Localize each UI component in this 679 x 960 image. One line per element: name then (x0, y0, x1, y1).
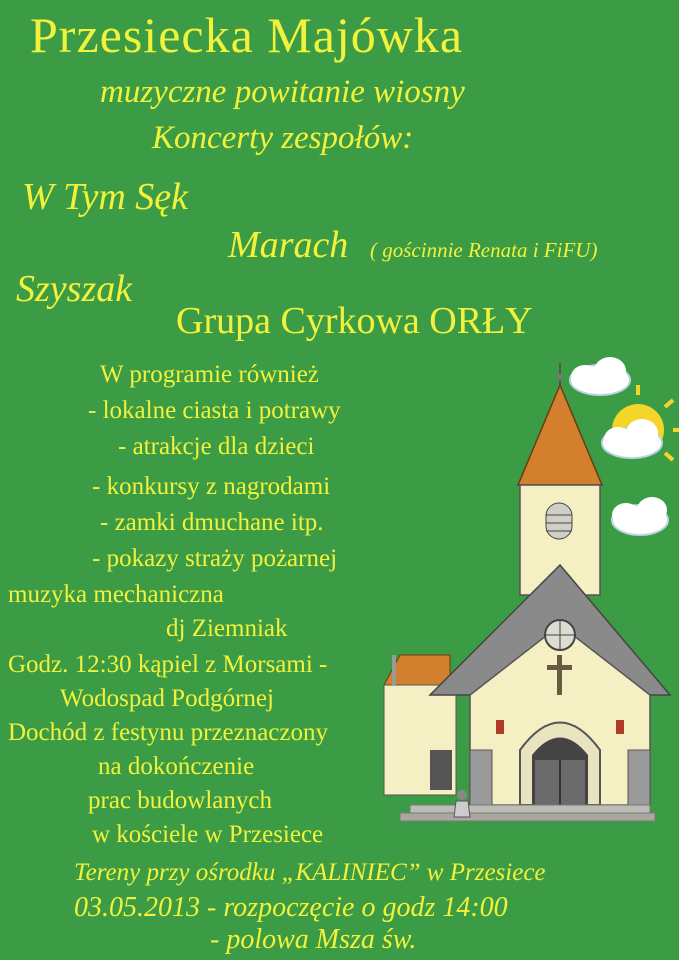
poster-subtitle: muzyczne powitanie wiosny (100, 74, 465, 110)
info-line: Godz. 12:30 kąpiel z Morsami - (8, 651, 328, 678)
church-illustration (370, 355, 679, 830)
program-item: - atrakcje dla dzieci (118, 433, 315, 460)
info-line: Dochód z festynu przeznaczony (8, 719, 328, 746)
cloud-icon (612, 497, 668, 535)
info-line: na dokończenie (98, 753, 255, 780)
program-item: - konkursy z nagrodami (92, 473, 331, 500)
info-line: w kościele w Przesiece (92, 821, 324, 848)
location-line: Tereny przy ośrodku „KALINIEC” w Przesiece (74, 859, 546, 886)
program-item: - zamki dmuchane itp. (100, 509, 324, 536)
info-line: prac budowlanych (88, 787, 272, 814)
program-heading: W programie również (100, 361, 319, 388)
band-name: Grupa Cyrkowa ORŁY (176, 300, 533, 342)
concerts-heading: Koncerty zespołów: (152, 120, 414, 156)
band-name: Szyszak (16, 268, 133, 310)
info-line: Wodospad Podgórnej (60, 685, 274, 712)
program-item: - pokazy straży pożarnej (92, 545, 338, 572)
band-name: W Tym Sęk (22, 176, 189, 218)
band-name: Marach (228, 224, 349, 266)
date-line: 03.05.2013 - rozpoczęcie o godz 14:00 (74, 892, 508, 923)
program-item: - lokalne ciasta i potrawy (88, 397, 341, 424)
mass-line: - polowa Msza św. (210, 924, 417, 955)
cloud-icon (570, 357, 630, 395)
poster-title: Przesiecka Majówka (30, 7, 464, 63)
band-note: ( gościnnie Renata i FiFU) (370, 238, 598, 262)
dj-line: dj Ziemniak (166, 615, 288, 642)
music-line: muzyka mechaniczna (8, 581, 224, 608)
cloud-icon (602, 419, 662, 458)
